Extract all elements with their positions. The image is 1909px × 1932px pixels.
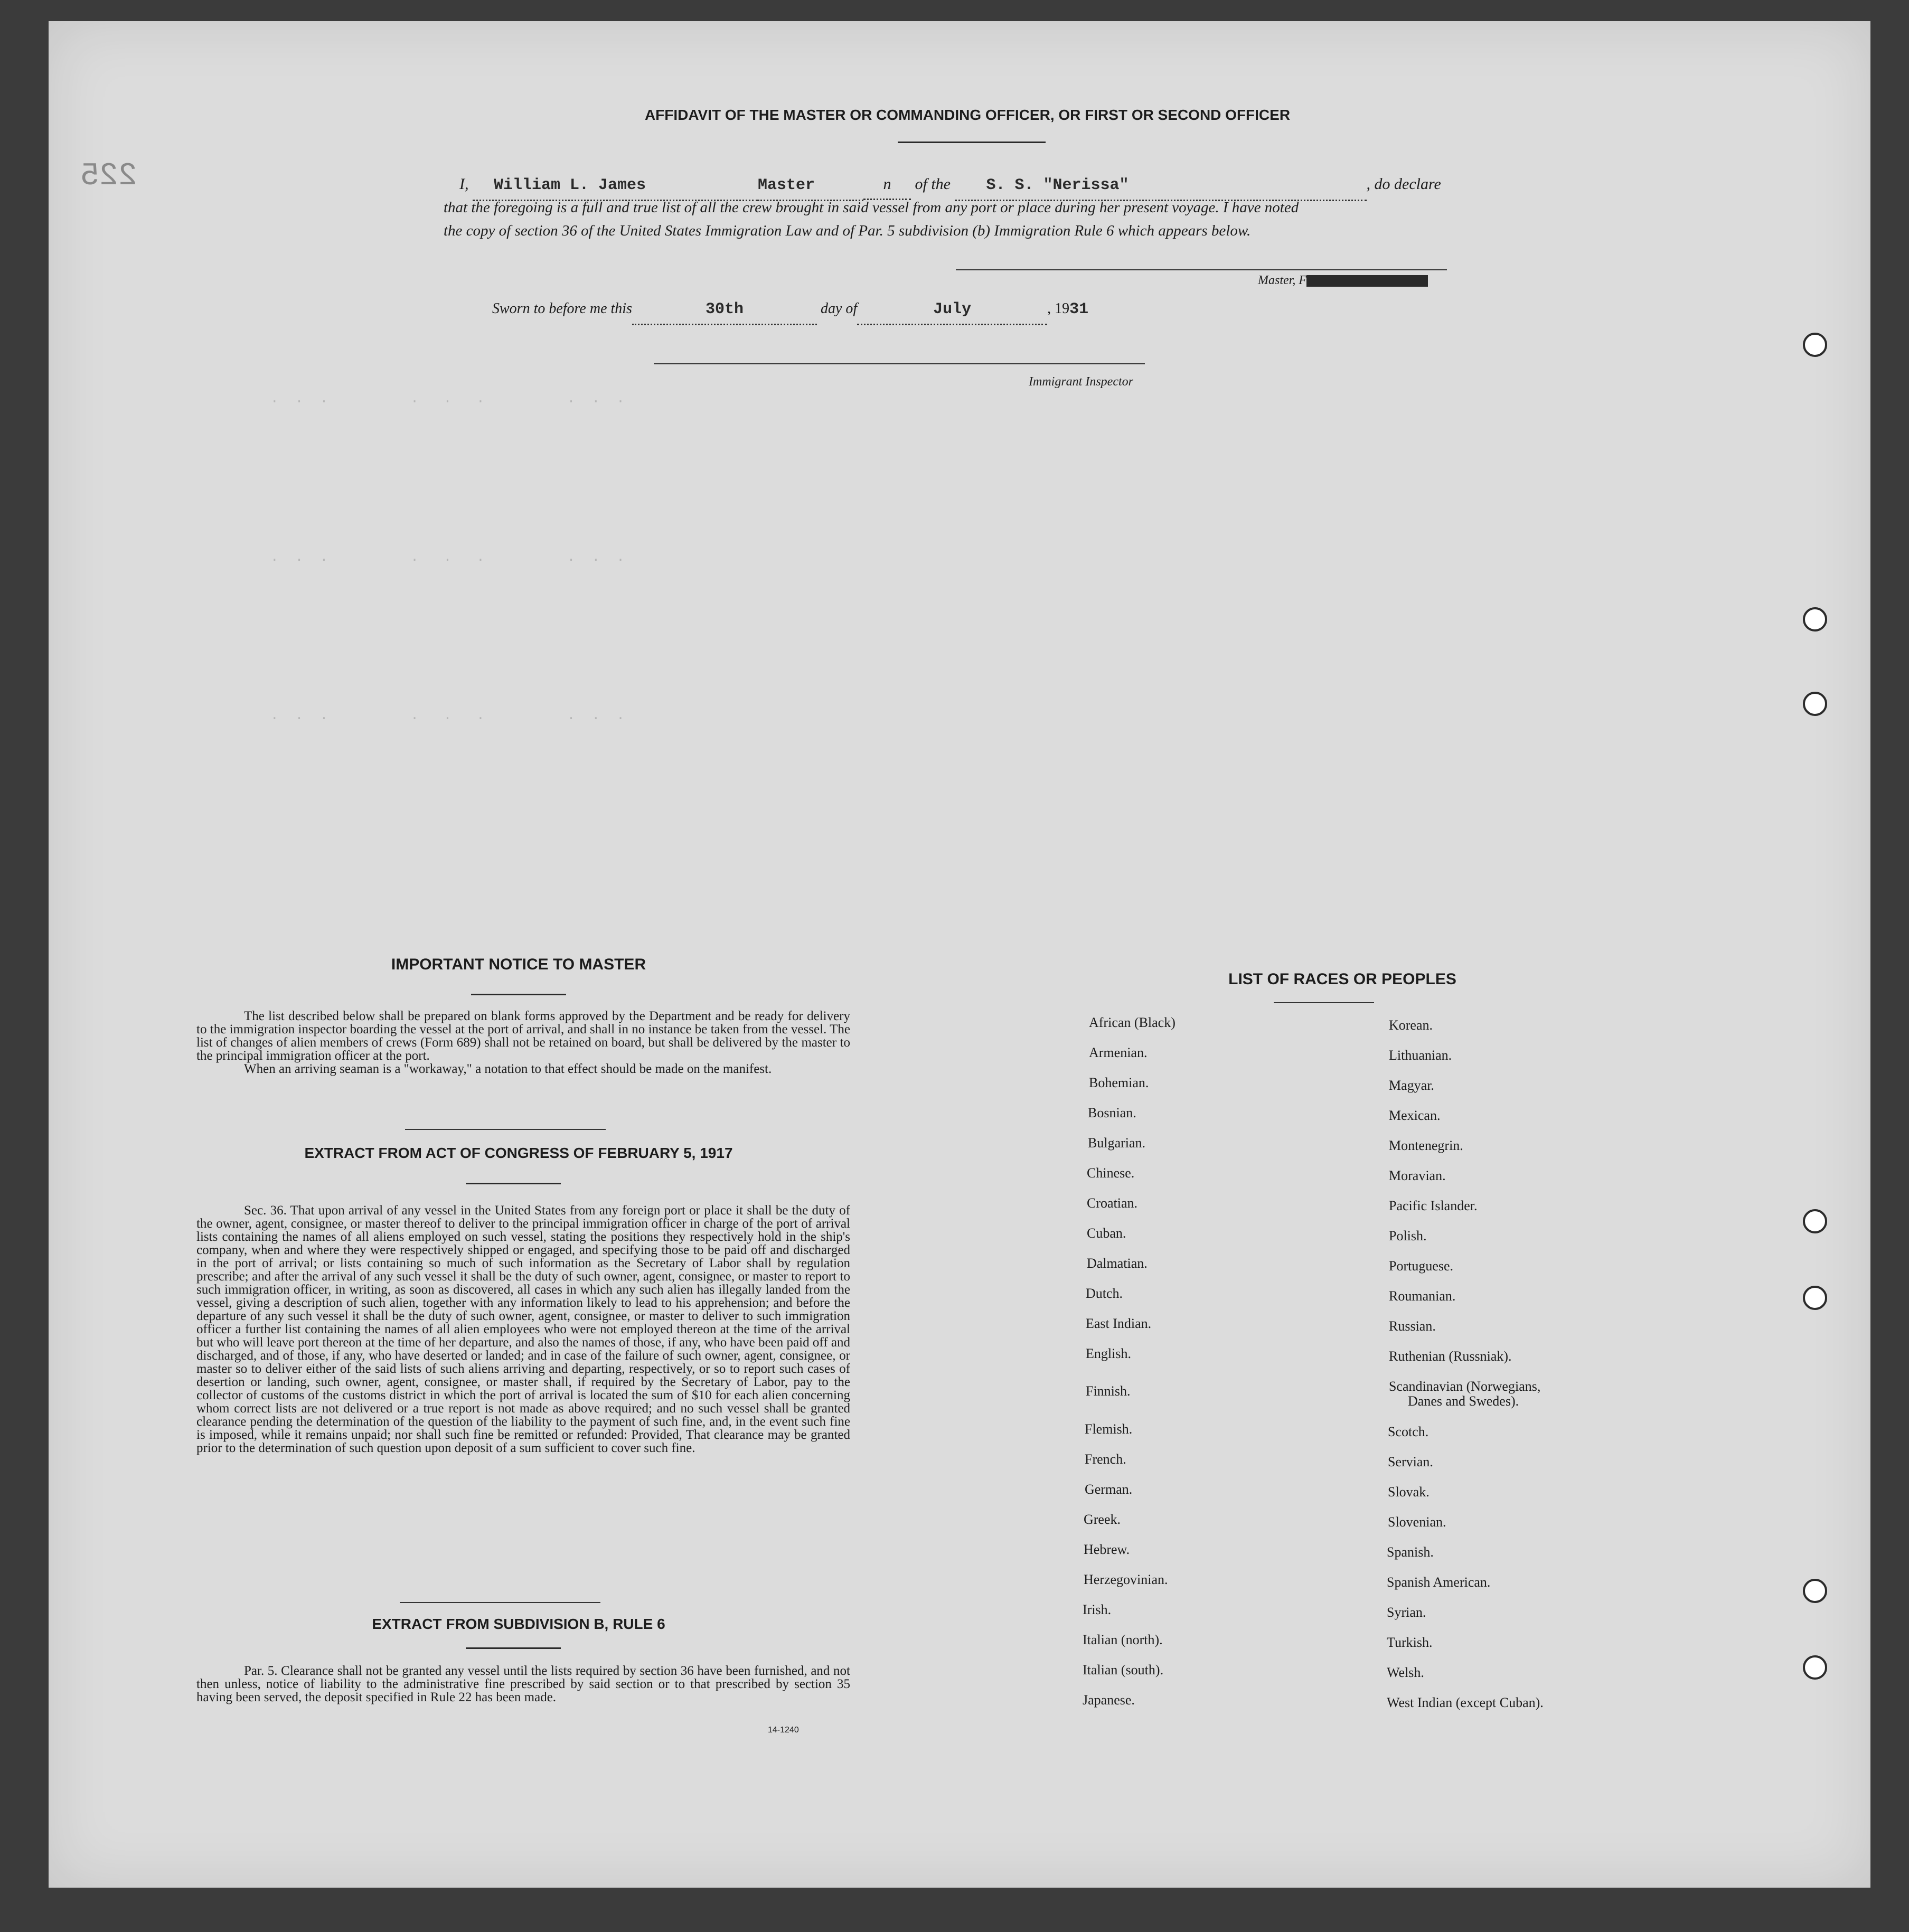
race-item: Servian. [1388,1454,1433,1469]
sworn-year: 31 [1069,300,1089,318]
i-label: I, [459,175,469,193]
affidavit-title: AFFIDAVIT OF THE MASTER OR COMMANDING OFFICER, OR FIRST OR SECOND OFFICER [644,107,1291,123]
race-item: Slovenian. [1388,1514,1446,1530]
race-item: Scotch. [1388,1424,1429,1439]
race-item: Dalmatian. [1087,1256,1148,1271]
race-item: Danes and Swedes). [1408,1393,1519,1409]
binder-hole [1803,607,1827,632]
rule-title-rule [466,1647,561,1649]
race-item: Polish. [1389,1228,1427,1243]
act-separator-rule [405,1129,606,1130]
master-rank: Master [758,171,863,201]
declaration-line-3: the copy of section 36 of the United States Immigration Law and of Par. 5 subdivision (b) Immigration Rule 6 which appears below. [444,222,1251,239]
master-label: Master, F [1258,274,1306,287]
sworn-line [492,295,1088,325]
master-signature-label [1258,274,1428,288]
act-body [196,1204,850,1455]
inspector-signature-line [654,363,1145,364]
race-item: Welsh. [1387,1665,1424,1680]
race-item: West Indian (except Cuban). [1387,1695,1544,1710]
notice-paragraph-1: The list described below shall be prepared on blank forms approved by the Department and be ready for delivery to the immigration inspector boarding the vessel at the port of arrival, and shall in no instance be taken from the vessel. The list of changes of alien members of crews (Form 689) shall not be retained on board, but shall be delivered by the master to the principal immigration officer at the port. [196,1009,850,1063]
binder-hole [1803,1655,1827,1680]
race-item: Finnish. [1086,1383,1131,1399]
race-item: Italian (north). [1083,1632,1163,1647]
race-item: Pacific Islander. [1389,1198,1478,1213]
races-title-rule [1274,1002,1374,1003]
notice-title: IMPORTANT NOTICE TO MASTER [391,956,646,973]
race-item: French. [1085,1452,1126,1467]
race-item: Irish. [1083,1602,1112,1617]
sworn-month: July [857,295,1047,325]
binder-hole [1803,692,1827,716]
binder-hole [1803,1209,1827,1233]
act-title-rule [466,1183,561,1184]
race-item: Italian (south). [1083,1662,1164,1677]
race-item: Bosnian. [1088,1105,1136,1120]
race-item: Korean. [1389,1017,1433,1033]
notice-paragraph-2: When an arriving seaman is a "workaway," a notation to that effect should be made on the manifest. [244,1062,772,1076]
race-item: Roumanian. [1389,1288,1456,1304]
race-item: Moravian. [1389,1168,1446,1183]
races-title: LIST OF RACES OR PEOPLES [1228,970,1456,988]
race-item: Hebrew. [1084,1542,1130,1557]
race-item: East Indian. [1086,1316,1152,1331]
binder-hole [1803,333,1827,357]
race-item: Cuban. [1087,1226,1126,1241]
notice-body [196,1010,850,1076]
race-item: Magyar. [1389,1078,1434,1093]
rule-separator-rule [400,1602,600,1603]
race-item: Russian. [1389,1318,1436,1334]
vessel-name: S. S. "Nerissa" [955,171,1367,201]
binder-hole [1803,1286,1827,1310]
form-number: 14-1240 [768,1726,799,1735]
race-item: Lithuanian. [1389,1048,1452,1063]
race-item: Japanese. [1083,1692,1135,1708]
rule-title: EXTRACT FROM SUBDIVISION B, RULE 6 [372,1616,665,1632]
race-item: Scandinavian (Norwegians, [1389,1379,1541,1394]
race-item: Croatian. [1087,1195,1138,1211]
bleed-through-text: . . . . . . . . . [270,549,625,565]
notice-title-rule [471,994,566,995]
race-item: Mexican. [1389,1108,1441,1123]
n-mark: n [863,170,911,200]
race-item: Turkish. [1387,1635,1433,1650]
race-item: English. [1086,1346,1131,1361]
do-declare-label: , do declare [1366,175,1441,193]
margin-page-number: 225 [80,158,138,194]
race-item: Chinese. [1087,1165,1135,1181]
document-page [49,21,1870,1888]
race-item: Spanish American. [1387,1575,1491,1590]
sworn-label: Sworn to before me this [492,300,632,317]
race-item: Bulgarian. [1088,1135,1146,1151]
inspector-label: Immigrant Inspector [1029,375,1133,389]
race-item: Flemish. [1085,1421,1133,1437]
race-item: Herzegovinian. [1084,1572,1168,1587]
race-item: Montenegrin. [1389,1138,1463,1153]
race-item: Syrian. [1387,1605,1426,1620]
race-item: African (Black) [1089,1015,1176,1030]
race-item: Slovak. [1388,1484,1430,1500]
race-item: Bohemian. [1089,1075,1149,1090]
race-item: Armenian. [1089,1045,1148,1060]
of-the-label: of the [915,175,951,193]
day-of-label: day of [820,300,858,317]
race-item: German. [1085,1482,1133,1497]
race-item: Ruthenian (Russniak). [1389,1349,1512,1364]
race-item: Dutch. [1086,1286,1123,1301]
binder-hole [1803,1579,1827,1603]
race-item: Greek. [1084,1512,1121,1527]
race-item: Spanish. [1387,1544,1434,1560]
bleed-through-text: . . . . . . . . . [270,391,625,407]
title-top-rule [898,142,1046,143]
act-paragraph: Sec. 36. That upon arrival of any vessel in the United States from any foreign port or place it shall be the duty of the owner, agent, consignee, or master thereof to deliver to the principal immigration officer in charge of the port of arrival lists containing the names of all aliens employed on such vessel, stating the positions they respectively hold in the ship's company, when and where they were respectively shipped or engaged, and specifying those to be paid off and discharged in the port of arrival; or lists containing so much of such information as the Secretary of Labor shall by regulation prescribe; and after the arrival of any such vessel it shall be the duty of such owner, agent, consignee, or master to report to such immigration officer, in writing, as soon as discovered, all cases in which any such alien has illegally landed from the vessel, giving a description of such alien, together with any information likely to lead to his apprehension; and before the departure of any such vessel it shall be the duty of such owner, agent, consignee, or master to deliver to such immigration officer a further list containing the names of all alien employees who were not employed thereon at the time of the arrival but who will leave port thereon at the time of her departure, and also the names of those, if any, who have been paid off and discharged, and of those, if any, who have deserted or landed; and in case of the failure of such owner, agent, consignee, or master so to deliver either of the said lists of such aliens arriving and departing, respectively, or so to report such cases of desertion or landing, such owner, agent, consignee, or master shall, if required by the Secretary of Labor, pay to the collector of customs of the customs district in which the port of arrival is located the sum of $10 for each alien concerning whom correct lists are not delivered or a true report is not made as above required; and no such vessel shall be granted clearance pending the determination of the question of the liability to the payment of such fine, and, in the event such fine is imposed, while it remains unpaid; nor shall such fine be remitted or refunded: Provided, That clearance may be granted prior to the determination of such question upon deposit of a sum sufficient to cover such fine. [196,1203,850,1455]
act-title: EXTRACT FROM ACT OF CONGRESS OF FEBRUARY 5, 1917 [304,1145,733,1161]
redacted-strike [1306,275,1428,287]
declaration-line-2: that the foregoing is a full and true list of all the crew brought in said vessel from any port or place during her present voyage. I have noted [444,199,1299,216]
race-item: Portuguese. [1389,1258,1454,1274]
master-name: William L. James [473,171,758,201]
sworn-day: 30th [632,295,817,325]
master-signature-line [956,269,1447,270]
bleed-through-text: . . . . . . . . . [270,708,625,723]
year-prefix: , 19 [1047,300,1070,317]
rule-paragraph: Par. 5. Clearance shall not be granted any vessel until the lists required by section 36 have been furnished, and not then unless, notice of liability to the administrative fine prescribed by said section or to that prescribed by section 35 having been served, the deposit specified in Rule 22 has been made. [196,1664,850,1704]
rule-body [196,1664,850,1704]
